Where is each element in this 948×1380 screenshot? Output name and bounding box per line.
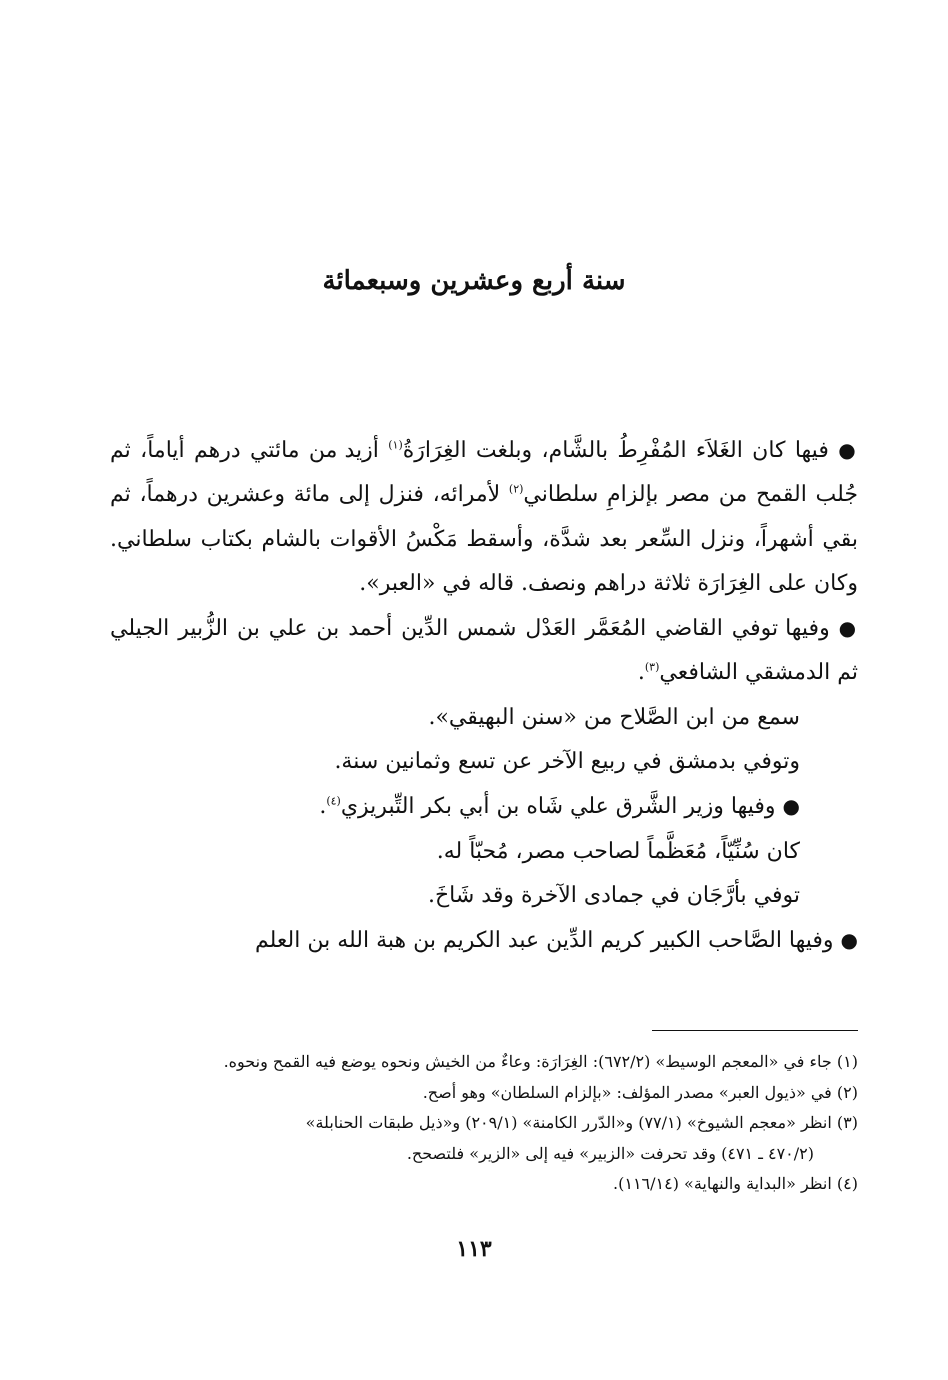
footnotes xyxy=(110,1047,858,1200)
paragraph-death-damascus: وتوفي بدمشق في ربيع الآخر عن تسع وثمانين سنة. xyxy=(334,749,800,775)
paragraph-sunni: كان سُنِّيّاً، مُعَظَّماً لصاحب مصر، مُحبّاً له. xyxy=(436,838,800,864)
paragraph-ibn-zubayr xyxy=(110,606,858,696)
footnote-ref-2: (٢) xyxy=(508,482,524,496)
footnote-1: (١) جاء في «المعجم الوسيط» (٦٧٢/٢): الغِرَارَة: وعاءٌ من الخيش ونحوه يوضع فيه القمح ونحوه. xyxy=(223,1052,858,1071)
text-run: . xyxy=(637,660,645,686)
text-run: أزيد من مائتي درهم أياماً، ثم جُلب القمح من مصر بإلزامِ سلطاني xyxy=(110,438,858,508)
bullet-icon: ● xyxy=(782,794,800,819)
text-run: . xyxy=(319,794,327,820)
paragraph-sama: سمع من ابن الصَّلاح من «سنن البهيقي». xyxy=(428,704,800,730)
text-run: وفيها الصَّاحب الكبير كريم الدِّين عبد الكريم بن هبة الله بن العلم xyxy=(255,928,834,954)
text-run: فيها كان الغَلاَء المُفْرِطُ بالشَّام، وبلغت الغِرَارَةُ xyxy=(402,438,829,463)
paragraph-sahib xyxy=(110,918,858,963)
footnote-ref-3: (٣) xyxy=(644,661,660,675)
paragraph-death-arrajan: توفي بأرَّجَان في جمادى الآخرة وقد شَاخَ. xyxy=(427,882,800,908)
text-run: وفيها وزير الشَّرق علي شَاه بن أبي بكر التِّبريزي xyxy=(340,794,776,820)
footnote-2: (٢) في «ذيول العبر» مصدر المؤلف: «بإلزام السلطان» وهو أصح. xyxy=(422,1082,858,1102)
text-run: لأمرائه، فنزل إلى مائة وعشرين درهماً، ثم بقي أشهراً، ونزل السِّعر بعد شدَّة، وأسقط مَكْسُ الأقوات بالشام بكتاب سلطاني. وكان على الغِرَارَة ثلاثة دراهم ونصف. قاله في «العبر». xyxy=(110,482,858,596)
footnote-4: (٤) انظر «البداية والنهاية» (١١٦/١٤). xyxy=(613,1174,858,1193)
page-number: ١١٣ xyxy=(456,1236,492,1262)
main-text xyxy=(110,428,858,964)
footnote-ref-4: (٤) xyxy=(326,795,341,809)
bullet-icon: ● xyxy=(840,928,858,953)
footnote-divider xyxy=(652,1030,858,1031)
paragraph-grain-prices xyxy=(110,428,858,606)
footnote-3: (٣) انظر «معجم الشيوخ» (٧٧/١) و«الدّرر الكامنة» (٢٠٩/١) و«ذيل طبقات الحنابلة» xyxy=(305,1113,858,1132)
text-run: وفيها توفي القاضي المُعَمَّر العَدْل شمس الدِّين أحمد بن علي بن الزُّبير الجيلي ثم الدمشقي الشافعي xyxy=(110,616,858,686)
paragraph-wazir xyxy=(110,784,858,829)
chapter-title: سنة أربع وعشرين وسبعمائة xyxy=(322,266,626,296)
footnote-ref-1: (١) xyxy=(388,438,403,452)
bullet-icon: ● xyxy=(838,616,858,641)
bullet-icon: ● xyxy=(838,438,859,462)
footnote-3-continued: (٤٧٠/٢ ـ ٤٧١) وقد تحرفت «الزبير» فيه إلى «الزير» فلتصحح. xyxy=(406,1143,814,1163)
